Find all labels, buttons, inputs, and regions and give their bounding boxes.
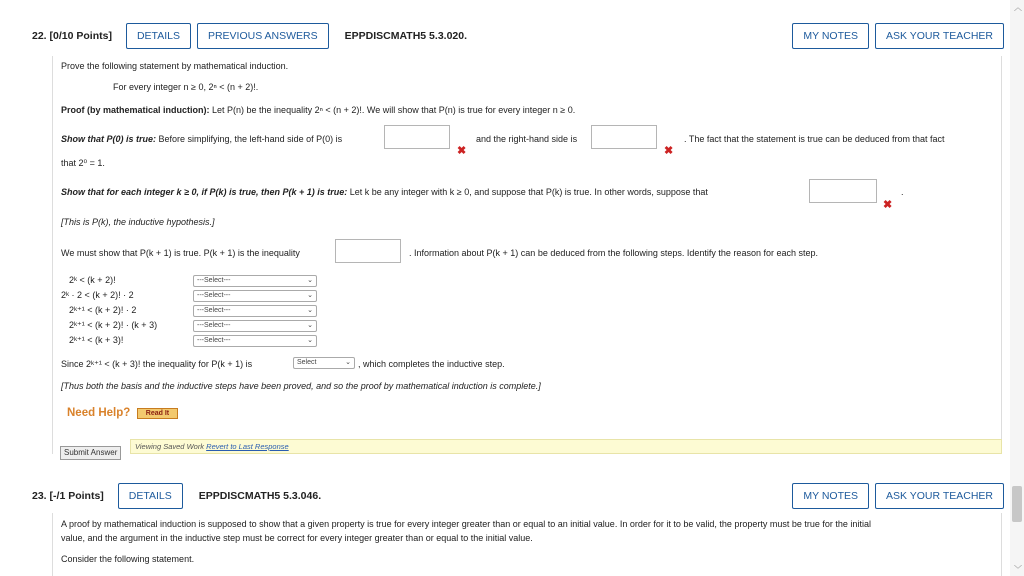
pk-wrong-icon: ✖ <box>883 199 893 211</box>
q22-previous-answers-button[interactable]: PREVIOUS ANSWERS <box>197 23 329 49</box>
q22-since-text2: , which completes the inductive step. <box>358 359 505 369</box>
q22-basis-line: Show that P(0) is true: Before simplifying, the left-hand side of P(0) is <box>61 134 343 144</box>
q23-code: EPPDISCMATH5 5.3.046. <box>198 490 322 502</box>
q22-must-show: We must show that P(k + 1) is true. P(k + 1) is the inequality <box>61 248 300 258</box>
p0-rhs-wrong-icon: ✖ <box>664 145 674 157</box>
q22-basis-text3: . The fact that the statement is true can be deduced from that fact <box>684 134 945 144</box>
pk-input[interactable] <box>809 179 877 203</box>
p0-lhs-input[interactable] <box>384 125 450 149</box>
pk-period: . <box>901 187 904 197</box>
q22-code: EPPDISCMATH5 5.3.020. <box>344 30 468 42</box>
p0-rhs-input[interactable] <box>591 125 657 149</box>
step-1-reason-select[interactable]: ---Select--- ⌄ <box>193 275 317 287</box>
step-1: 2ᵏ < (k + 2)! <box>69 275 116 285</box>
chevron-down-icon: ⌄ <box>307 307 313 314</box>
chevron-down-icon: ⌄ <box>345 359 351 366</box>
scroll-down-icon[interactable]: ﹀ <box>1014 565 1022 574</box>
chevron-down-icon: ⌄ <box>307 337 313 344</box>
pk1-input[interactable] <box>335 239 401 263</box>
step-3-reason-select[interactable]: ---Select--- ⌄ <box>193 305 317 317</box>
step-5: 2ᵏ⁺¹ < (k + 3)! <box>69 335 124 345</box>
q22-ask-teacher-button[interactable]: ASK YOUR TEACHER <box>875 23 1004 49</box>
q22-proof-intro: Proof (by mathematical induction): Let P(n) be the inequality 2ⁿ < (n + 2)!. We will show that P(n) is true for every integer n ≥ 0. <box>61 105 576 115</box>
chevron-down-icon: ⌄ <box>307 322 313 329</box>
q23-text3: Consider the following statement. <box>61 554 195 564</box>
scroll-thumb[interactable] <box>1012 486 1022 522</box>
chevron-down-icon: ⌄ <box>307 292 313 299</box>
step-3: 2ᵏ⁺¹ < (k + 2)! · 2 <box>69 305 137 315</box>
q23-header <box>20 477 1004 515</box>
q22-conclusion: [Thus both the basis and the inductive steps have been proved, and so the proof by mathematical induction is complete.] <box>61 381 541 391</box>
saved-work-bar <box>130 439 1002 454</box>
q22-hypothesis: [This is P(k), the inductive hypothesis.] <box>61 217 215 227</box>
scroll-up-icon[interactable]: ︿ <box>1014 3 1022 12</box>
revert-link[interactable]: Revert to Last Response <box>206 442 289 451</box>
chevron-down-icon: ⌄ <box>307 277 313 284</box>
q23-text1: A proof by mathematical induction is supposed to show that a given property is true for every integer greater than or equal to an initial value. In order for it to be valid, the property must be true for the initial <box>61 519 871 529</box>
read-it-button[interactable]: Read It <box>137 408 178 419</box>
step-2: 2ᵏ · 2 < (k + 2)! · 2 <box>61 290 134 300</box>
q23-body <box>52 513 1002 576</box>
q22-header <box>20 17 1004 55</box>
p0-lhs-wrong-icon: ✖ <box>457 145 467 157</box>
q23-my-notes-button[interactable]: MY NOTES <box>792 483 869 509</box>
q22-since-text: Since 2ᵏ⁺¹ < (k + 3)! the inequality for P(k + 1) is <box>61 359 253 369</box>
need-help-label: Need Help? <box>67 407 131 419</box>
q22-basis-text4: that 2⁰ = 1. <box>61 158 105 168</box>
q22-must-show2: . Information about P(k + 1) can be deduced from the following steps. Identify the reason for each step. <box>409 248 818 258</box>
page-scrollbar[interactable] <box>1010 0 1024 576</box>
need-help <box>67 407 178 419</box>
q23-ask-teacher-button[interactable]: ASK YOUR TEACHER <box>875 483 1004 509</box>
step-5-reason-select[interactable]: ---Select--- ⌄ <box>193 335 317 347</box>
step-4: 2ᵏ⁺¹ < (k + 2)! · (k + 3) <box>69 320 158 330</box>
q22-details-button[interactable]: DETAILS <box>126 23 191 49</box>
q22-body <box>52 56 1002 454</box>
q23-details-button[interactable]: DETAILS <box>118 483 183 509</box>
q22-inductive-line: Show that for each integer k ≥ 0, if P(k) is true, then P(k + 1) is true: Let k be any integer with k ≥ 0, and suppose that P(k) is true. In other words, suppose that <box>61 187 708 197</box>
q23-number: 23. [-/1 Points] <box>32 490 104 502</box>
q23-text2: value, and the argument in the inductive step must be correct for every integer greater than or equal to the initial value. <box>61 533 533 543</box>
saved-work-text: Viewing Saved Work <box>135 442 205 451</box>
q22-my-notes-button[interactable]: MY NOTES <box>792 23 869 49</box>
submit-answer-button[interactable]: Submit Answer <box>60 446 121 460</box>
q22-prompt: Prove the following statement by mathematical induction. <box>61 61 289 71</box>
since-select[interactable]: Select ⌄ <box>293 357 355 369</box>
step-4-reason-select[interactable]: ---Select--- ⌄ <box>193 320 317 332</box>
q22-number: 22. [0/10 Points] <box>32 30 112 42</box>
q22-statement: For every integer n ≥ 0, 2ⁿ < (n + 2)!. <box>113 82 259 92</box>
step-2-reason-select[interactable]: ---Select--- ⌄ <box>193 290 317 302</box>
q22-basis-text2: and the right-hand side is <box>476 134 578 144</box>
